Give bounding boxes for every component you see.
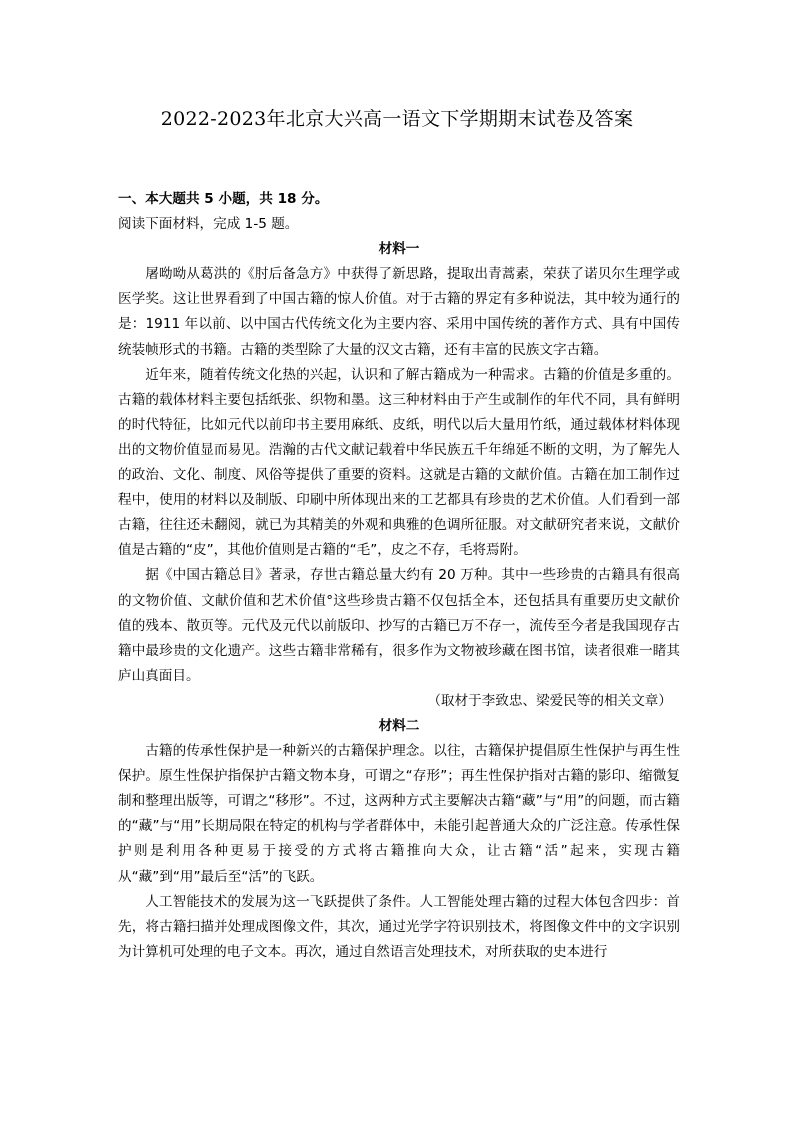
material-1-heading: 材料一 (378, 241, 420, 258)
document-body (118, 187, 680, 965)
material-1-paragraph: 近年来，随着传统文化热的兴起，认识和了解古籍成为一种需求。古籍的价值是多重的。古籍的载体材料主要包括纸张、织物和墨。这三种材料由于产生或制作的年代不同，具有鲜明的时代特征，比如元代以前印书主要用麻纸、皮纸，明代以后大量用竹纸，通过载体材料体现出的文物价值显而易见。浩瀚的古代文献记载着中华民族五千年绵延不断的文明，为了解先人的政治、文化、制度、风俗等提供了重要的资料。这就是古籍的文献价值。古籍在加工制作过程中，使用的材料以及制版、印刷中所体现出来的工艺都具有珍贵的艺术价值。人们看到一部古籍，往往还未翻阅，就已为其精美的外观和典雅的色调所征服。对文献研究者来说，文献价值是古籍的“皮”，其他价值则是古籍的“毛”，皮之不存，毛将焉附。 (118, 366, 680, 559)
material-1-paragraph: 屠呦呦从葛洪的《肘后备急方》中获得了新思路，提取出青蒿素，荣获了诺贝尔生理学或医学奖。这让世界看到了中国古籍的惊人价值。对于古籍的界定有多种说法，其中较为通行的是：1911 年以前、以中国古代传统文化为主要内容、采用中国传统的著作方式、具有中国传统装帧形式的书籍。古籍的类型除了大量的汉文古籍，还有丰富的民族文字古籍。 (118, 266, 680, 358)
material-2-heading: 材料二 (378, 717, 420, 734)
material-1-source: （取材于李致忠、梁爱民等的相关文章） (427, 692, 672, 709)
material-2-paragraph: 人工智能技术的发展为这一飞跃提供了条件。人工智能处理古籍的过程大体包含四步：首先，将古籍扫描并处理成图像文件，其次，通过光学字符识别技术，将图像文件中的文字识别为计算机可处理的电子文本。再次，通过自然语言处理技术，对所获取的史本进行 (118, 893, 680, 960)
material-1-paragraph: 据《中国古籍总目》著录，存世古籍总量大约有 20 万种。其中一些珍贵的古籍具有很高的文物价值、文献价值和艺术价值°这些珍贵古籍不仅包括全本，还包括具有重要历史文献价值的残本、散页等。元代及元代以前版印、抄写的古籍已万不存一，流传至今者是我国现存古籍中最珍贵的文化遗产。这些古籍非常稀有，很多作为文物被珍藏在图书馆，读者很难一睹其庐山真面目。 (118, 567, 680, 684)
instruction-text: 阅读下面材料，完成 1-5 题。 (118, 216, 299, 233)
document-title: 2022-2023年北京大兴高一语文下学期期末试卷及答案 (160, 108, 634, 130)
material-2-paragraph: 古籍的传承性保护是一种新兴的古籍保护理念。以往，古籍保护提倡原生性保护与再生性保护。原生性保护指保护古籍文物本身，可谓之“存形”；再生性保护指对古籍的影印、缩微复制和整理出版等，可谓之“移形”。不过，这两种方式主要解决古籍“藏”与“用”的问题，而古籍的“藏”与“用”长期局限在特定的机构与学者群体中，未能引起普通大众的广泛注意。传承性保护则是利用各种更易于接受的方式将古籍推向大众，让古籍“活”起来，实现古籍从“藏”到“用”最后至“活”的飞跃。 (118, 743, 680, 885)
section-heading: 一、本大题共 5 小题，共 18 分。 (118, 191, 329, 207)
